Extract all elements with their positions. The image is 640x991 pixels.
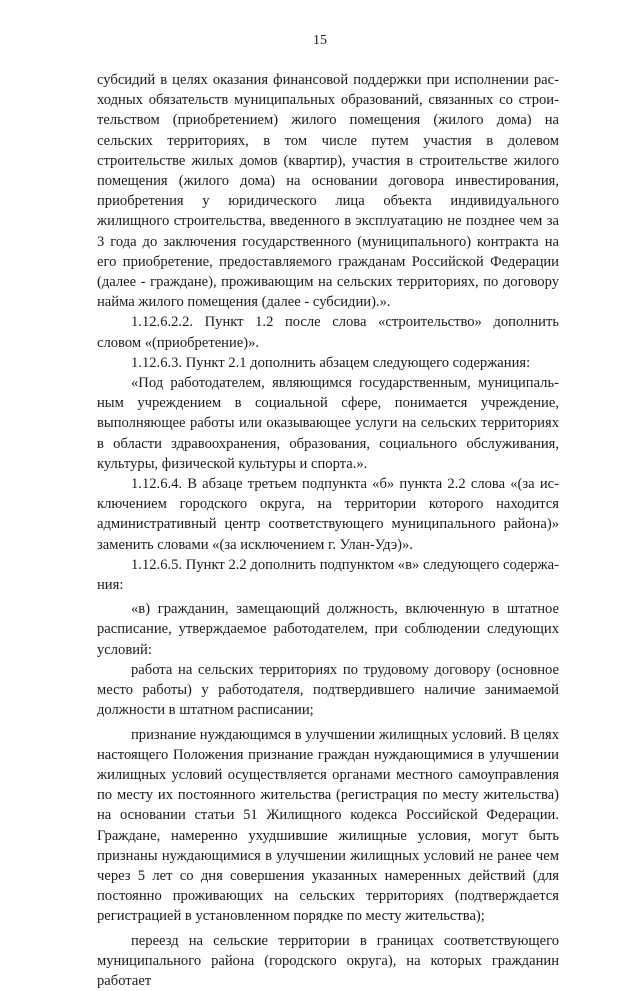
paragraph-condition-work: работа на сельских территориях по трудовому договору (основное место работы) у работодателя, подтвердившего наличие занимаемой должности в штатном расписании; [97,661,559,719]
paragraph-subpoint-v: «в) гражданин, замещающий должность, включенную в штатное расписание, утверждаемое работодателем, при соблюдении следующих условий: [97,601,559,658]
paragraph-condition-relocation: переезд на сельские территории в границах соответствующего муниципального района (городского округа), на которых гражданин работает [97,932,559,989]
paragraph-employer-definition: «Под работодателем, являющимся государственным, муниципальным учреждением в социальной сфере, понимается учреждение, выполняющее работы или оказывающее услуги на сельских территориях в области здравоохранения, образования, социального обслуживания, культуры, физической культуры и спорта.». [97,375,559,472]
paragraph-subsidies-definition: субсидий в целях оказания финансовой поддержки при исполнении расходных обязательств муниципальных образований, связанных со строительством (приобретением) жилого помещения (жилого дома) на сельских территориях, в том числе путем участия в долевом строительстве жилых домов (квартир), участия в строительстве жилого помещения (жилого дома) на основании договора инвестирования, приобретения у юридического лица объекта индивидуального жилищного строительства, введенного в эксплуатацию не позднее чем за 3 года до заключения государственного (муниципального) контракта на его приобретение, предоставляемого гражданам Российской Федерации (далее - граждане), проживающим на сельских территориях, по договору найма жилого помещения (далее - субсидии).». [97,72,559,311]
paragraph-1-12-6-4: 1.12.6.4. В абзаце третьем подпункта «б» пункта 2.2 слова «(за исключением городского округа, на территории которого находится административный центр соответствующего муниципального района)» заменить словами «(за исключением г. Улан-Удэ)». [97,476,559,553]
document-body [97,70,559,991]
paragraph-1-12-6-2-2: 1.12.6.2.2. Пункт 1.2 после слова «строительство» дополнить словом «(приобретение)». [97,314,559,351]
paragraph-condition-housing-need: признание нуждающимся в улучшении жилищных условий. В целях настоящего Положения признание граждан нуждающимися в улучшении жилищных условий осуществляется органами местного самоуправления по месту их постоянного жительства (регистрация по месту жительства) на основании статьи 51 Жилищного кодекса Российской Федерации. Граждане, намеренно ухудшившие жилищные условия, могут быть признаны нуждающимися в улучшении жилищных условий не ранее чем через 5 лет со дня совершения указанных намеренных действий (для постоянно проживающих на сельских территориях (подтверждается регистрацией в установленном порядке по месту жительства); [97,726,559,925]
paragraph-1-12-6-3: 1.12.6.3. Пункт 2.1 дополнить абзацем следующего содержания: [131,354,531,371]
page-number: 15 [313,33,327,48]
paragraph-1-12-6-5: 1.12.6.5. Пункт 2.2 дополнить подпунктом «в» следующего содержания: [97,556,559,594]
